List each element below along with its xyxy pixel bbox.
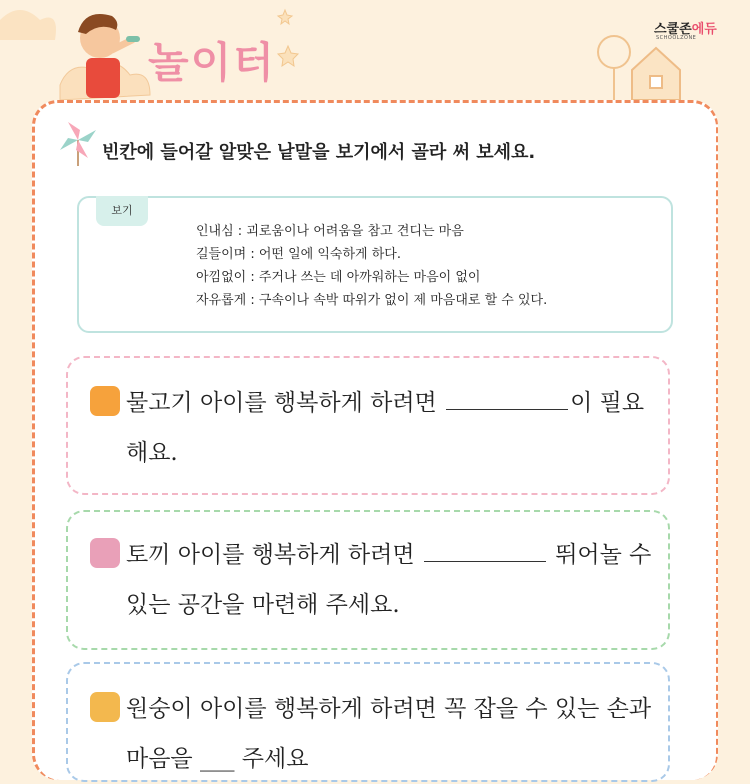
- question-1-before: 물고기 아이를 행복하게 하려면: [126, 390, 437, 416]
- logo-main-text: 스쿨존: [654, 22, 692, 37]
- logo-edu-text: 에듀: [691, 22, 717, 37]
- word-bank-line: 자유롭게 : 구속이나 속박 따위가 없이 제 마음대로 할 수 있다.: [196, 293, 548, 308]
- instruction-text: 빈칸에 들어갈 알맞은 낱말을 보기에서 골라 써 보세요.: [102, 142, 536, 163]
- tiger-icon: [90, 386, 120, 416]
- question-1: [90, 378, 660, 478]
- pinwheel-icon: [60, 120, 98, 166]
- house-illustration: [632, 48, 680, 100]
- answer-blank-2[interactable]: [424, 539, 546, 562]
- logo-sub-text: SCHOOLZONE: [656, 35, 697, 41]
- brand-logo: [654, 18, 724, 48]
- question-3: [90, 684, 660, 784]
- answer-blank-1[interactable]: [446, 387, 568, 410]
- tree-illustration: [598, 36, 630, 100]
- page-title: 놀이터: [148, 38, 276, 87]
- header-illustration: [0, 0, 750, 110]
- question-2-line2: 있는 공간을 마련해 주세요.: [126, 592, 400, 618]
- word-bank-tag: 보기: [96, 196, 148, 226]
- question-1-line2: 해요.: [126, 440, 178, 466]
- word-bank-line: 길들이며 : 어떤 일에 익숙하게 하다.: [196, 247, 401, 262]
- monkey-icon: [90, 692, 120, 722]
- question-3-before: 원숭이 아이를 행복하게 하려면 꼭 잡을 수 있는 손과: [126, 696, 652, 722]
- question-2: [90, 530, 660, 630]
- question-2-before: 토끼 아이를 행복하게 하려면: [126, 542, 415, 568]
- word-bank-list: [196, 220, 547, 312]
- question-1-after: 이 필요: [570, 390, 645, 416]
- question-2-after: 뛰어놀 수: [555, 542, 652, 568]
- crocodile-icon: [90, 538, 120, 568]
- question-3-line2: 마음을 ___ 주세요: [126, 746, 309, 772]
- word-bank-line: 인내심 : 괴로움이나 어려움을 참고 견디는 마음: [196, 224, 464, 239]
- word-bank-line: 아낌없이 : 주거나 쓰는 데 아까워하는 마음이 없이: [196, 270, 481, 285]
